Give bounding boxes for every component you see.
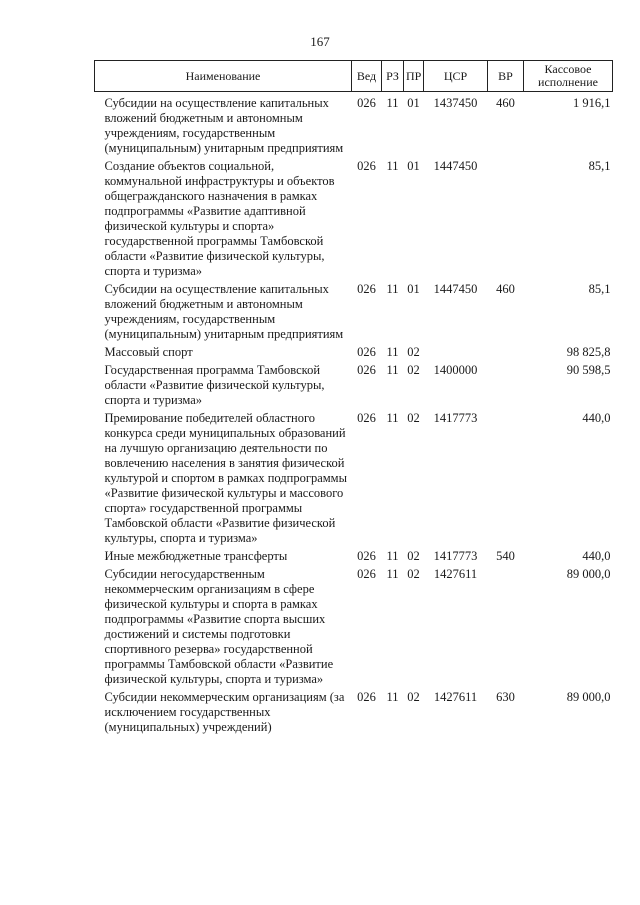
row-rz: 11 [386,363,399,377]
row-ved: 026 [357,411,376,425]
row-amount: 1 916,1 [573,96,611,110]
row-vr: 540 [496,549,515,563]
row-vr: 460 [496,96,515,110]
row-csr: 1427611 [433,690,478,704]
row-csr: 1400000 [433,363,478,377]
row-name: Государственная программа Тамбовской области «Развитие физической культуры, спорта и туризма» [104,363,325,407]
row-ved: 026 [357,567,376,581]
row-csr [424,345,488,363]
row-pr: 02 [407,690,420,704]
row-ved: 026 [357,363,376,377]
row-ved: 026 [357,96,376,110]
row-rz: 11 [386,567,399,581]
row-ved: 026 [357,159,376,173]
row-csr: 1447450 [433,282,478,296]
header-rz: РЗ [382,61,404,92]
header-name: Наименование [95,61,352,92]
row-amount: 89 000,0 [566,567,611,581]
table-row [95,567,613,690]
table-row [95,345,613,363]
row-name: Субсидии некоммерческим организациям (за исключением государственных (муниципальных) учреждений) [104,690,345,734]
row-amount: 89 000,0 [566,690,611,704]
row-ved: 026 [357,282,376,296]
row-csr: 1417773 [433,411,478,425]
row-name: Субсидии негосударственным некоммерческим организациям в сфере физической культуры и спорта в рамках подпрограммы «Развитие спорта высших достижений и системы подготовки спортивного резерва» государственной программы Тамбовской области «Развитие физической культуры, спорта и туризма» [104,567,334,686]
row-ved: 026 [357,690,376,704]
row-vr: 630 [496,690,515,704]
row-vr [488,363,524,411]
row-amount: 98 825,8 [566,345,611,359]
row-vr [488,411,524,549]
table-row [95,411,613,549]
row-rz: 11 [386,549,399,563]
row-name: Субсидии на осуществление капитальных вложений бюджетным и автономным учреждениям, государственным (муниципальным) унитарным предприятиям [104,282,344,341]
row-vr [488,159,524,282]
row-vr [488,345,524,363]
row-rz: 11 [386,345,399,359]
row-rz: 11 [386,690,399,704]
header-amount: Кассовое исполнение [524,61,613,92]
row-amount: 440,0 [582,411,611,425]
row-pr: 02 [407,411,420,425]
header-row [95,61,613,92]
table-row [95,159,613,282]
table-row [95,92,613,160]
row-name: Субсидии на осуществление капитальных вложений бюджетным и автономным учреждениям, государственным (муниципальным) унитарным предприятиям [104,96,344,155]
page-number: 167 [310,34,330,49]
row-name: Иные межбюджетные трансферты [104,549,288,563]
row-csr: 1447450 [433,159,478,173]
row-vr [488,567,524,690]
row-csr: 1417773 [433,549,478,563]
row-pr: 02 [407,363,420,377]
row-ved: 026 [357,549,376,563]
row-name: Создание объектов социальной, коммунальной инфраструктуры и объектов общегражданского назначения в рамках подпрограммы «Развитие адаптивной физической культуры и спорта» государственной программы Тамбовской области «Развитие физической культуры, спорта и туризма» [104,159,335,278]
row-name: Премирование победителей областного конкурса среди муниципальных образований на лучшую организацию деятельности по вовлечению населения в занятия физической культурой и спортом в рамках подпрограммы «Развитие физической культуры и массового спорта» государственной программы Тамбовской области «Развитие физической культуры, спорта и туризма» [104,411,347,545]
table-row [95,363,613,411]
row-amount: 85,1 [588,282,611,296]
header-vr: ВР [488,61,524,92]
table-row [95,549,613,567]
row-rz: 11 [386,282,399,296]
row-pr: 01 [407,96,420,110]
row-amount: 85,1 [588,159,611,173]
row-csr: 1437450 [433,96,478,110]
row-amount: 90 598,5 [566,363,611,377]
header-csr: ЦСР [424,61,488,92]
row-rz: 11 [386,159,399,173]
header-pr: ПР [404,61,424,92]
table-row [95,690,613,738]
budget-table [94,60,613,738]
row-vr: 460 [496,282,515,296]
row-pr: 01 [407,159,420,173]
row-amount: 440,0 [582,549,611,563]
row-rz: 11 [386,411,399,425]
row-pr: 01 [407,282,420,296]
row-rz: 11 [386,96,399,110]
row-pr: 02 [407,549,420,563]
header-ved: Вед [352,61,382,92]
row-ved: 026 [357,345,376,359]
row-pr: 02 [407,567,420,581]
table-row [95,282,613,345]
row-csr: 1427611 [433,567,478,581]
row-pr: 02 [407,345,420,359]
row-name: Массовый спорт [104,345,193,359]
